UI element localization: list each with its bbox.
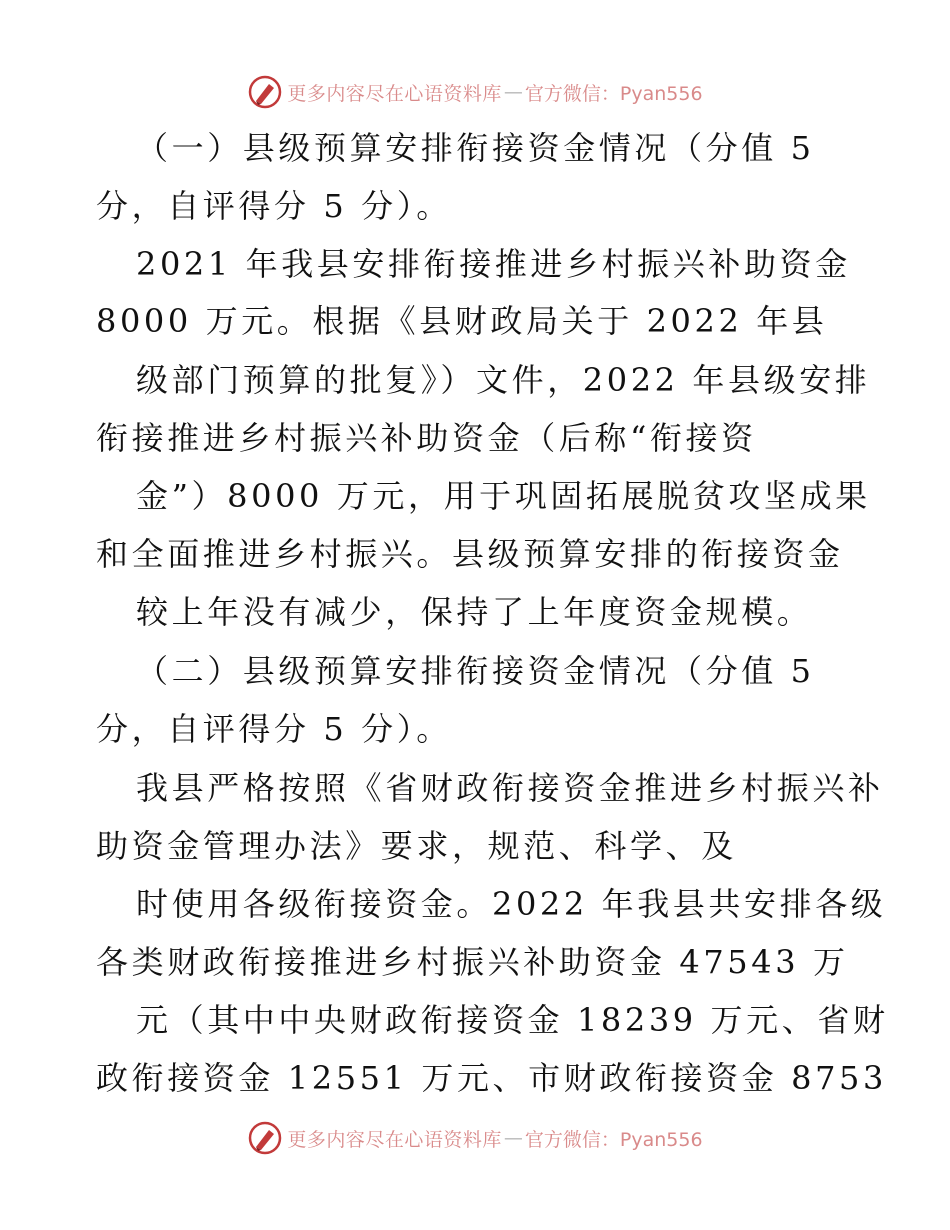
paragraph-line: 政衔接资金 12551 万元、市财政衔接资金 8753 [96,1059,887,1097]
paragraph-line: 金”）8000 万元，用于巩固拓展脱贫攻坚成果 [136,477,871,515]
heading-section-2-line-2: 分，自评得分 5 分）。 [96,710,452,748]
paragraph-line: 元（其中中央财政衔接资金 18239 万元、省财 [136,1001,889,1039]
paragraph-line: 时使用各级衔接资金。2022 年我县共安排各级 [136,885,887,923]
header-watermark [0,72,950,112]
paragraph-line: 较上年没有减少，保持了上年度资金规模。 [136,593,813,631]
heading-section-2-line-1: （二）县级预算安排衔接资金情况（分值 5 [136,652,815,690]
watermark-separator: — [503,1127,523,1149]
paragraph-line: 8000 万元。根据《县财政局关于 2022 年县 [96,302,828,340]
pen-logo-icon [247,74,283,110]
paragraph-line: 级部门预算的批复》）文件，2022 年县级安排 [136,361,871,399]
paragraph-line: 和全面推进乡村振兴。县级预算安排的衔接资金 [96,535,844,573]
watermark-main-text: 更多内容尽在心语资料库 [287,82,502,105]
heading-section-1-line-1: （一）县级预算安排衔接资金情况（分值 5 [136,129,815,167]
watermark-sub-text: 官方微信：Pyan556 [524,82,703,105]
watermark-main-text: 更多内容尽在心语资料库 [287,1128,502,1151]
paragraph-line: 衔接推进乡村振兴补助资金（后称“衔接资 [96,419,757,457]
watermark-separator: — [503,81,523,103]
pen-logo-icon [247,1120,283,1156]
paragraph-line: 各类财政衔接推进乡村振兴补助资金 47543 万 [96,943,849,981]
footer-watermark [0,1118,950,1158]
paragraph-line: 我县严格按照《省财政衔接资金推进乡村振兴补 [136,769,884,807]
watermark-sub-text: 官方微信：Pyan556 [524,1128,703,1151]
heading-section-1-line-2: 分，自评得分 5 分）。 [96,187,452,225]
paragraph-line: 2021 年我县安排衔接推进乡村振兴补助资金 [136,245,851,283]
paragraph-line: 助资金管理办法》要求，规范、科学、及 [96,827,737,865]
